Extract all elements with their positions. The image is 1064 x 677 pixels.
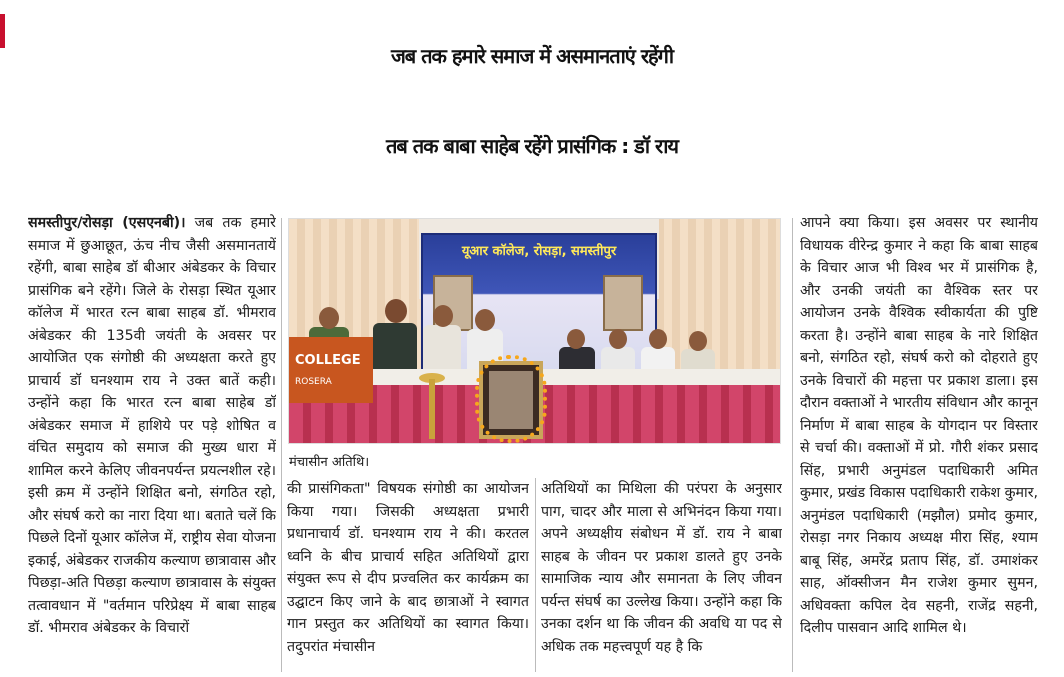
photo-person-head (385, 299, 407, 323)
article-dateline: समस्तीपुर/रोसड़ा (एसएनबी)। (28, 215, 186, 231)
photo-person-head (319, 307, 339, 329)
article-column-1 (28, 212, 276, 672)
article-column-3: अतिथियों का मिथिला की परंपरा के अनुसार पाग, चादर और माला से अभिनंदन किया गया। अपने अध्यक्षीय संबोधन में डॉ. राय ने बाबा साहब के जीवन पर प्रकाश डालते हुए उनके सामाजिक न्याय और समानता के लिए जीवन पर्यन्त संघर्ष का उल्लेख किया। उन्होंने कहा कि उनका दर्शन था कि जीवन की अवधि या पद से अधिक तक महत्त्वपूर्ण यह है कि (541, 481, 782, 655)
column-divider (535, 478, 536, 672)
article-column-2: की प्रासंगिकता" विषयक संगोष्ठी का आयोजन किया गया। जिसकी अध्यक्षता प्रभारी प्रधानाचार्य डॉ. घनश्याम राय ने की। करतल ध्वनि के बीच प्राचार्य सहित अतिथियों द्वारा संयुक्त रूप से दीप प्रज्वलित कर कार्यक्रम का उद्घाटन किए जाने के बाद छात्राओं ने स्वागत गान प्रस्तुत कर अतिथियों का स्वागत किया। तदुपरांत मंचासीन (287, 481, 529, 655)
article-column-1-text: जब तक हमारे समाज में छुआछूत, ऊंच नीच जैसी असमानतायें रहेंगी, बाबा साहेब डॉ बीआर अंबेडकर के विचार प्रासंगिक बने रहेंगे। जिले के रोसड़ा स्थित यूआर कॉलेज में भारत रत्न बाबा साहब डॉ. भीमराव अंबेडकर की 135वी जयंती के अवसर पर आयोजित एक संगोष्ठी की अध्यक्षता करते हुए प्राचार्य डॉ घनश्याम राय ने उक्त बातें कही। उन्होंने कहा कि भारत रत्न बाबा साहेब डॉ अंबेडकर समाज में हाशिये पर पड़े शोषित व वंचित समुदाय को समाज की मुख्य धारा में शामिल करने केलिए जीवनपर्यन्त प्रयत्नशील रहे। इसी क्रम में उन्होंने शिक्षित बनो, संगठित रहो, और संघर्ष करो का नारा दिया था। बताते चलें कि पिछले दिनों यूआर कॉलेज में, राष्ट्रीय सेवा योजना इकाई, अंबेडकर राजकीय कल्याण छात्रावास और पिछड़ा-अति पिछड़ा कल्याण छात्रावास के संयुक्त तत्वावधान में "वर्तमान परिप्रेक्ष्य में बाबा साहब डॉ. भीमराव अंबेडकर के विचारों (28, 215, 276, 636)
photo-person-head (649, 329, 667, 349)
photo-banner-text: यूआर कॉलेज, रोसड़ा, समस्तीपुर (461, 244, 617, 259)
column-divider (281, 218, 282, 672)
headline-line-1: जब तक हमारे समाज में असमानताएं रहेंगी (390, 44, 674, 68)
headline-line-2: तब तक बाबा साहेब रहेंगे प्रासंगिक : डॉ राय (385, 134, 678, 158)
article-column-4: आपने क्या किया। इस अवसर पर स्थानीय विधायक वीरेन्द्र कुमार ने कहा कि बाबा साहब के विचार आज भी विश्व भर में प्रासंगिक है, और उनकी जयंती का वैश्विक स्तर पर आयोजन उनके वैश्विक स्वीकार्यता की पुष्टि करता है। उन्होंने बाबा साहब के नारे शिक्षित बनो, संगठित रहो, संघर्ष करो को दोहराते हुए उनके विचारों की महत्ता पर प्रकाश डाला। इस दौरान वक्ताओं ने भारतीय संविधान और कानून निर्माण में बाबा साहब के योगदान पर विस्तार से चर्चा की। वक्ताओं में प्रो. गौरी शंकर प्रसाद सिंह, प्रभारी अनुमंडल पदाधिकारी अमित कुमार, प्रखंड विकास पदाधिकारी राकेश कुमार, अनुमंडल पदाधिकारी (मझौल) प्रमोद कुमार, रोसड़ा नगर निकाय अध्यक्ष मीरा सिंह, श्याम बाबू सिंह, अमरेंद्र प्रताप सिंह, डॉ. उमाशंकर साह, ऑक्सीजन मैन राजेश कुमार सुमन, अधिवक्ता कपिल देव सहनी, राजेंद्र सहनी, दिलीप पासवान आदि शामिल थे। (800, 215, 1038, 636)
photo-caption: मंचासीन अतिथि। (289, 455, 370, 470)
photo-person-head (609, 329, 627, 349)
event-photo (288, 218, 781, 444)
photo-person-head (475, 309, 495, 331)
column-divider (792, 218, 793, 672)
photo-person-head (689, 331, 707, 351)
photo-college-sign-text: COLLEGE (295, 353, 361, 368)
photo-person-head (567, 329, 585, 349)
photo-college-sign (289, 337, 373, 403)
banner-portrait-right (603, 275, 643, 331)
photo-garland (475, 355, 547, 443)
photo-person-head (433, 305, 453, 327)
photo-lamp (429, 379, 435, 439)
photo-college-sign-sub: ROSERA (295, 377, 332, 387)
